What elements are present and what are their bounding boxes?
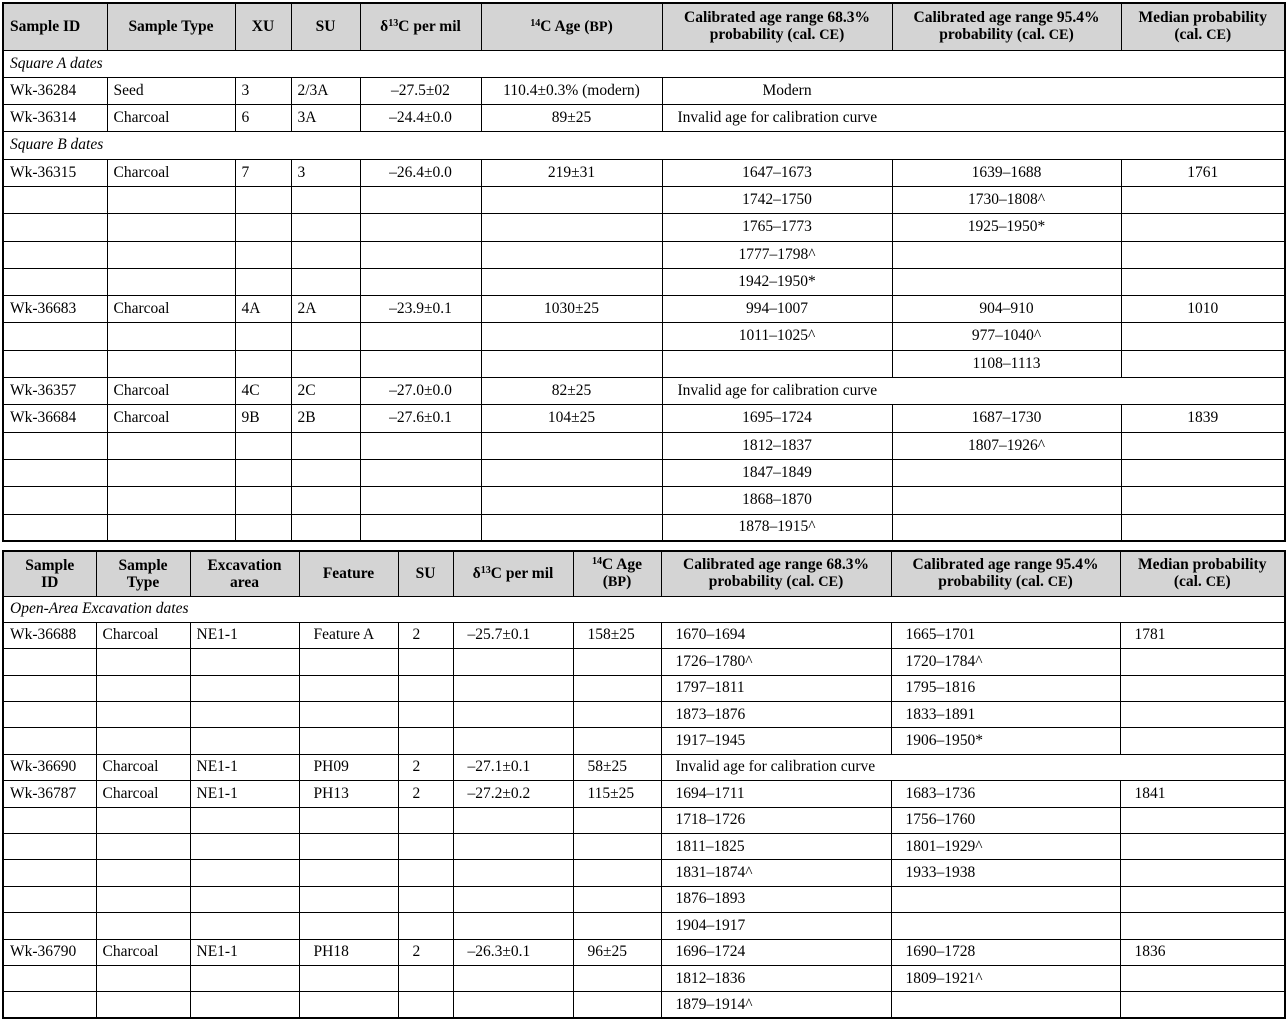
cell-su: 2C (291, 378, 360, 405)
cell-cal-68: 1765–1773 (662, 214, 892, 241)
cell-d13c: –26.3±0.1 (453, 939, 573, 965)
table-row (3, 405, 1285, 432)
cell-feature: PH18 (299, 939, 398, 965)
section-label-square-a: Square A dates (3, 50, 1285, 77)
header-cal-68: Calibrated age range 68.3% probability (cal. CE) (661, 551, 891, 596)
cell-d13c: –27.1±0.1 (453, 754, 573, 780)
cell-cal-68: 1917–1945 (661, 728, 891, 754)
header-sample-id: Sample ID (3, 3, 107, 50)
cell-median: 1761 (1121, 159, 1285, 186)
cell-su: 3A (291, 105, 360, 132)
cell-cal-68: 1011–1025^ (662, 323, 892, 350)
section-label-open-area: Open-Area Excavation dates (3, 596, 1285, 622)
table-row (3, 323, 1285, 350)
cell-sample-type: Seed (107, 77, 235, 104)
cell-cal-68: 1878–1915^ (662, 514, 892, 541)
cell-c14-age: 96±25 (573, 939, 661, 965)
table-row (3, 105, 1285, 132)
table-row (3, 781, 1285, 807)
table-row (3, 913, 1285, 939)
cell-cal-68: 1696–1724 (661, 939, 891, 965)
table-row (3, 514, 1285, 541)
cell-sample-id: Wk-36357 (3, 378, 107, 405)
table-row (3, 268, 1285, 295)
cell-sample-id: Wk-36690 (3, 754, 96, 780)
cell-feature: Feature A (299, 622, 398, 648)
cell-su: 2 (398, 754, 453, 780)
radiocarbon-table-squares (2, 2, 1286, 542)
table-row (3, 702, 1285, 728)
cell-su: 2 (398, 939, 453, 965)
cell-d13c: –25.7±0.1 (453, 622, 573, 648)
cell-xu: 6 (235, 105, 291, 132)
cell-sample-id: Wk-36314 (3, 105, 107, 132)
cell-cal-95: 904–910 (892, 296, 1121, 323)
cell-su: 2 (398, 622, 453, 648)
table-row (3, 622, 1285, 648)
cell-cal-68: 1868–1870 (662, 487, 892, 514)
cell-sample-type: Charcoal (107, 405, 235, 432)
header-feature: Feature (299, 551, 398, 596)
cell-xu: 4A (235, 296, 291, 323)
header-sample-type: Sample Type (107, 3, 235, 50)
cell-cal-95: 1795–1816 (891, 675, 1120, 701)
section-row (3, 132, 1285, 159)
cell-cal-68: 1647–1673 (662, 159, 892, 186)
table-row (3, 992, 1285, 1018)
table-row (3, 350, 1285, 377)
cell-sample-type: Charcoal (107, 378, 235, 405)
cell-excavation-area: NE1-1 (190, 781, 299, 807)
header-excavation-area: Excavation area (190, 551, 299, 596)
table-row (3, 834, 1285, 860)
cell-cal-95: 1665–1701 (891, 622, 1120, 648)
cell-sample-type: Charcoal (107, 159, 235, 186)
header-su: SU (291, 3, 360, 50)
header-d13c: $\delta^{13}C$ per mil (360, 3, 481, 50)
header-c14-age: $^{14}$C Age (BP) (481, 3, 662, 50)
cell-sample-type: Charcoal (96, 754, 190, 780)
cell-xu: 7 (235, 159, 291, 186)
cell-cal-68: 1879–1914^ (661, 992, 891, 1018)
header-d13c: $\delta^{13}C$ per mil (453, 551, 573, 596)
header-c14-age: $^{14}$C Age (BP) (573, 551, 661, 596)
table-row (3, 459, 1285, 486)
cell-sample-id: Wk-36684 (3, 405, 107, 432)
cell-cal-68: 1812–1836 (661, 965, 891, 991)
cell-su: 2B (291, 405, 360, 432)
cell-calibration: Invalid age for calibration curve (662, 105, 1285, 132)
cell-cal-95: 1925–1950* (892, 214, 1121, 241)
cell-median: 1010 (1121, 296, 1285, 323)
header-cal-95: Calibrated age range 95.4% probability (cal. CE) (891, 551, 1120, 596)
table-row (3, 728, 1285, 754)
cell-sample-id: Wk-36284 (3, 77, 107, 104)
section-row (3, 596, 1285, 622)
cell-c14-age: 110.4±0.3% (modern) (481, 77, 662, 104)
cell-cal-95: 1756–1760 (891, 807, 1120, 833)
cell-c14-age: 158±25 (573, 622, 661, 648)
cell-cal-68: 1942–1950* (662, 268, 892, 295)
cell-su: 2 (398, 781, 453, 807)
cell-cal-95: 1809–1921^ (891, 965, 1120, 991)
cell-c14-age: 115±25 (573, 781, 661, 807)
cell-sample-id: Wk-36315 (3, 159, 107, 186)
header-su: SU (398, 551, 453, 596)
cell-cal-68: 994–1007 (662, 296, 892, 323)
table-row (3, 807, 1285, 833)
cell-sample-type: Charcoal (107, 105, 235, 132)
cell-median: 1836 (1120, 939, 1285, 965)
cell-cal-68: 1777–1798^ (662, 241, 892, 268)
cell-c14-age: 1030±25 (481, 296, 662, 323)
header-row (3, 3, 1285, 50)
cell-cal-68: 1847–1849 (662, 459, 892, 486)
cell-median: 1781 (1120, 622, 1285, 648)
cell-cal-95: 1690–1728 (891, 939, 1120, 965)
table-row (3, 186, 1285, 213)
cell-calibration: Invalid age for calibration curve (662, 378, 1285, 405)
table-row (3, 241, 1285, 268)
cell-cal-68: 1811–1825 (661, 834, 891, 860)
cell-cal-68: 1873–1876 (661, 702, 891, 728)
cell-d13c: –27.2±0.2 (453, 781, 573, 807)
cell-sample-id: Wk-36787 (3, 781, 96, 807)
table-row (3, 965, 1285, 991)
cell-xu: 9B (235, 405, 291, 432)
table-row (3, 159, 1285, 186)
cell-su: 3 (291, 159, 360, 186)
cell-c14-age: 219±31 (481, 159, 662, 186)
cell-d13c: –23.9±0.1 (360, 296, 481, 323)
header-median: Median probability (cal. CE) (1121, 3, 1285, 50)
cell-cal-95: 1807–1926^ (892, 432, 1121, 459)
cell-sample-id: Wk-36688 (3, 622, 96, 648)
cell-feature: PH13 (299, 781, 398, 807)
table-row (3, 754, 1285, 780)
header-row (3, 551, 1285, 596)
radiocarbon-table-open-area (2, 550, 1286, 1019)
section-row (3, 50, 1285, 77)
cell-cal-95: 1801–1929^ (891, 834, 1120, 860)
table-row (3, 886, 1285, 912)
cell-cal-95: 1687–1730 (892, 405, 1121, 432)
cell-cal-95: 1833–1891 (891, 702, 1120, 728)
cell-cal-95: 977–1040^ (892, 323, 1121, 350)
cell-c14-age: 58±25 (573, 754, 661, 780)
table-row (3, 432, 1285, 459)
cell-excavation-area: NE1-1 (190, 622, 299, 648)
cell-cal-68: 1694–1711 (661, 781, 891, 807)
table-row (3, 487, 1285, 514)
table-row (3, 378, 1285, 405)
cell-calibration: Modern (662, 77, 1285, 104)
cell-cal-68: 1718–1726 (661, 807, 891, 833)
cell-cal-68: 1797–1811 (661, 675, 891, 701)
header-sample-id: Sample ID (3, 551, 96, 596)
cell-cal-68: 1742–1750 (662, 186, 892, 213)
section-label-square-b: Square B dates (3, 132, 1285, 159)
table-row (3, 675, 1285, 701)
cell-cal-95: 1639–1688 (892, 159, 1121, 186)
header-cal-68: Calibrated age range 68.3% probability (cal. CE) (662, 3, 892, 50)
cell-cal-68: 1876–1893 (661, 886, 891, 912)
cell-cal-95: 1108–1113 (892, 350, 1121, 377)
table-row (3, 77, 1285, 104)
cell-median: 1841 (1120, 781, 1285, 807)
cell-calibration: Invalid age for calibration curve (661, 754, 1285, 780)
cell-xu: 3 (235, 77, 291, 104)
cell-d13c: –26.4±0.0 (360, 159, 481, 186)
header-sample-type: Sample Type (96, 551, 190, 596)
cell-cal-68: 1726–1780^ (661, 649, 891, 675)
cell-excavation-area: NE1-1 (190, 939, 299, 965)
cell-c14-age: 82±25 (481, 378, 662, 405)
cell-cal-68: 1695–1724 (662, 405, 892, 432)
cell-xu: 4C (235, 378, 291, 405)
cell-su: 2/3A (291, 77, 360, 104)
cell-excavation-area: NE1-1 (190, 754, 299, 780)
table-row (3, 860, 1285, 886)
header-xu: XU (235, 3, 291, 50)
cell-median: 1839 (1121, 405, 1285, 432)
cell-d13c: –27.5±02 (360, 77, 481, 104)
cell-su: 2A (291, 296, 360, 323)
cell-cal-68: 1831–1874^ (661, 860, 891, 886)
cell-c14-age: 104±25 (481, 405, 662, 432)
cell-sample-id: Wk-36683 (3, 296, 107, 323)
cell-cal-95: 1720–1784^ (891, 649, 1120, 675)
cell-sample-type: Charcoal (96, 939, 190, 965)
table-row (3, 649, 1285, 675)
cell-feature: PH09 (299, 754, 398, 780)
table-row (3, 296, 1285, 323)
cell-sample-type: Charcoal (96, 781, 190, 807)
cell-d13c: –27.0±0.0 (360, 378, 481, 405)
cell-cal-95: 1906–1950* (891, 728, 1120, 754)
table-row (3, 939, 1285, 965)
cell-cal-68: 1812–1837 (662, 432, 892, 459)
cell-c14-age: 89±25 (481, 105, 662, 132)
cell-cal-95: 1730–1808^ (892, 186, 1121, 213)
cell-cal-95: 1683–1736 (891, 781, 1120, 807)
cell-sample-type: Charcoal (107, 296, 235, 323)
cell-sample-type: Charcoal (96, 622, 190, 648)
header-cal-95: Calibrated age range 95.4% probability (cal. CE) (892, 3, 1121, 50)
cell-cal-95: 1933–1938 (891, 860, 1120, 886)
cell-cal-68: 1904–1917 (661, 913, 891, 939)
cell-d13c: –24.4±0.0 (360, 105, 481, 132)
header-median: Median probability (cal. CE) (1120, 551, 1285, 596)
cell-d13c: –27.6±0.1 (360, 405, 481, 432)
cell-sample-id: Wk-36790 (3, 939, 96, 965)
table-row (3, 214, 1285, 241)
cell-cal-68: 1670–1694 (661, 622, 891, 648)
